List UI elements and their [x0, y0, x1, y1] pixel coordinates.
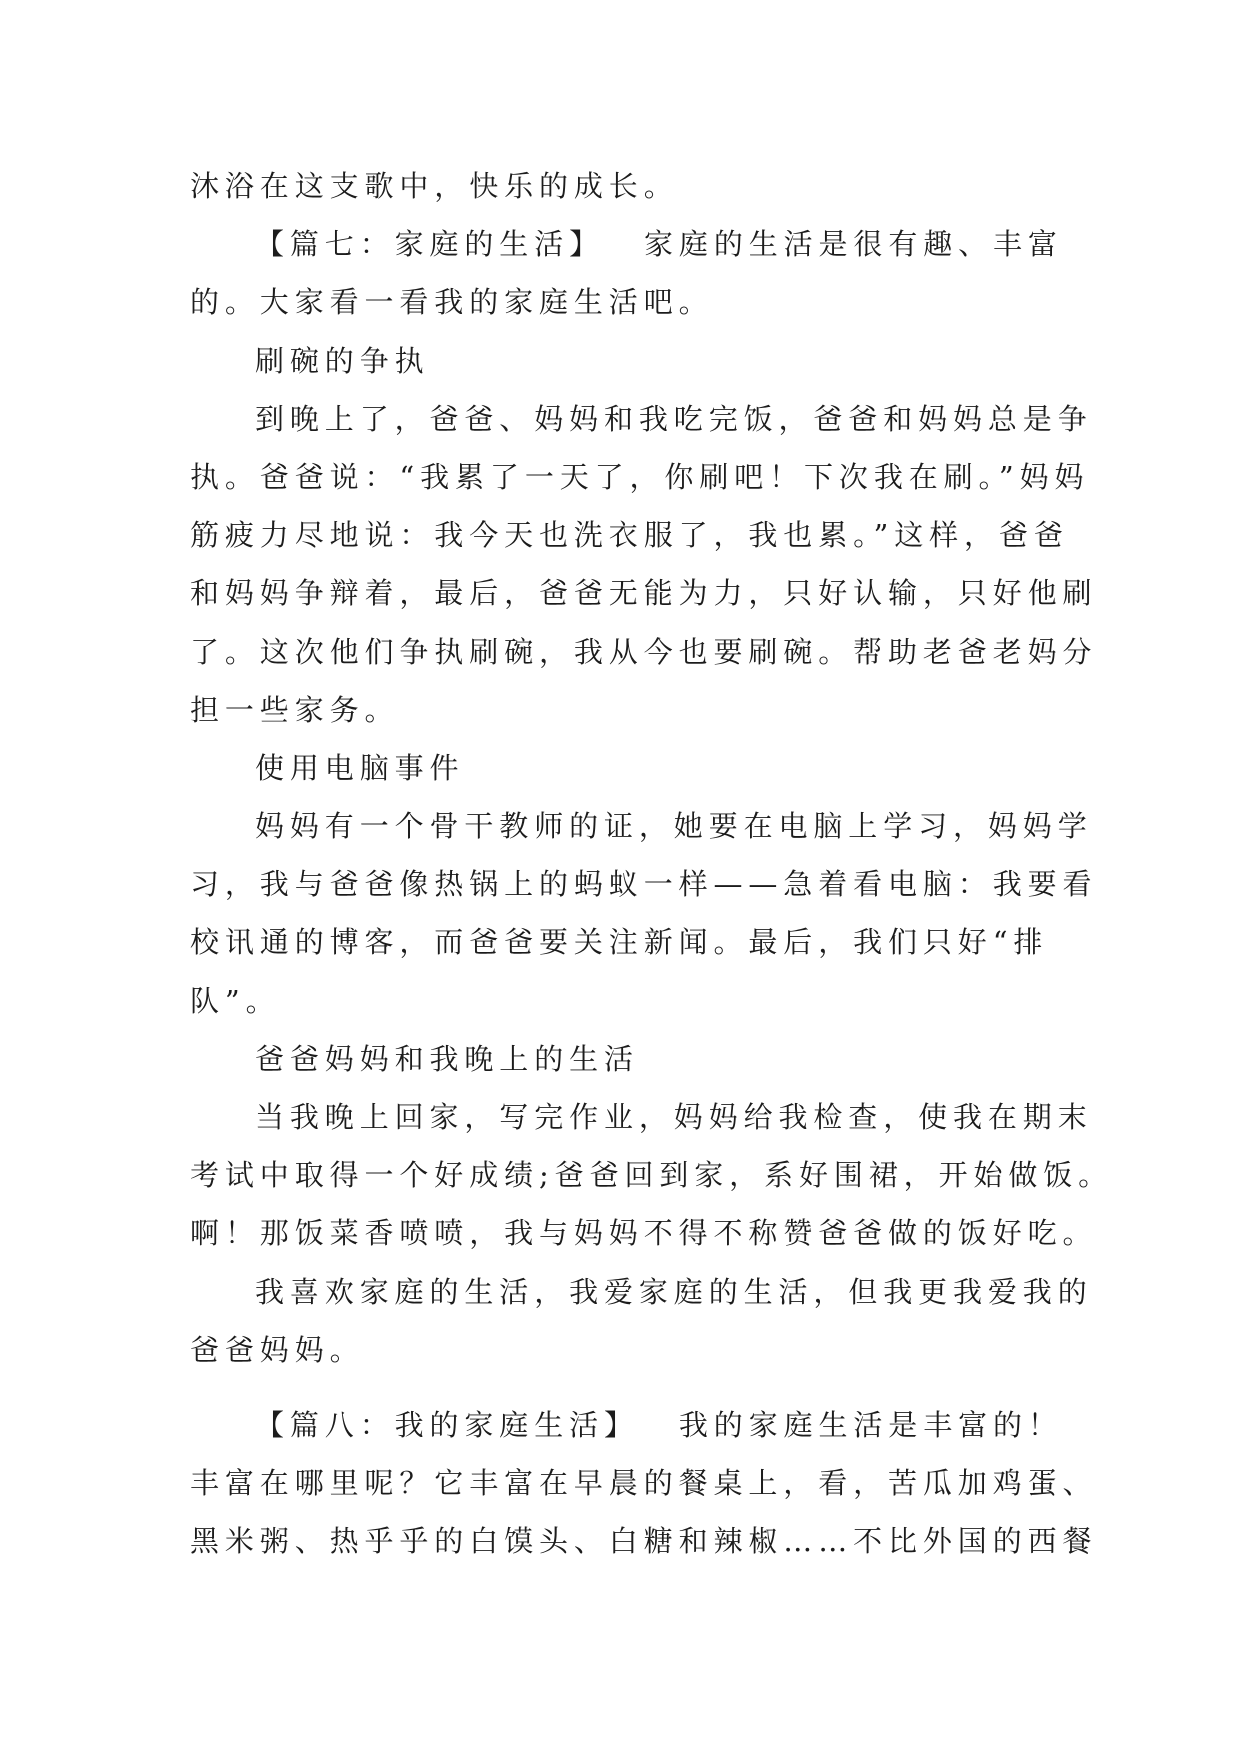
subheading: 使用电脑事件	[255, 750, 465, 785]
text-line: 爸爸妈妈。	[190, 1332, 365, 1367]
subheading: 爸爸妈妈和我晚上的生活	[255, 1041, 639, 1076]
text-line: 我喜欢家庭的生活，我爱家庭的生活，但我更我爱我的	[255, 1274, 1093, 1309]
text-line: 筋疲力尽地说：我今天也洗衣服了，我也累。”这样，爸爸	[190, 518, 1069, 553]
section-intro: 我的家庭生活是丰富的！	[678, 1407, 1063, 1442]
section-heading: 【篇七：家庭的生活】	[255, 227, 605, 262]
article-body	[190, 157, 1114, 1571]
text-line: 了。这次他们争执刷碗，我从今也要刷碗。帮助老爸老妈分	[190, 634, 1098, 669]
section-heading-line	[190, 215, 1063, 273]
text-line: 校讯通的博客，而爸爸要关注新闻。最后，我们只好“排	[190, 925, 1049, 960]
text-line: 执。爸爸说：“我累了一天了，你刷吧！下次我在刷。”妈妈	[190, 459, 1090, 494]
text-line: 考试中取得一个好成绩;爸爸回到家，系好围裙，开始做饭。	[190, 1158, 1114, 1193]
text-line: 队”。	[190, 983, 281, 1018]
text-line: 的。大家看一看我的家庭生活吧。	[190, 285, 714, 320]
text-line: 妈妈有一个骨干教师的证，她要在电脑上学习，妈妈学	[255, 809, 1093, 844]
text-line: 和妈妈争辩着，最后，爸爸无能为力，只好认输，只好他刷	[190, 576, 1098, 611]
text-line: 习，我与爸爸像热锅上的蚂蚁一样——急着看电脑：我要看	[190, 867, 1098, 902]
paragraph-gap	[190, 1379, 1050, 1396]
text-line: 沐浴在这支歌中，快乐的成长。	[190, 169, 679, 203]
section-heading-line	[190, 1396, 1063, 1454]
text-line: 到晚上了，爸爸、妈妈和我吃完饭，爸爸和妈妈总是争	[255, 401, 1093, 436]
section-intro: 家庭的生活是很有趣、丰富	[644, 227, 1063, 262]
subheading: 刷碗的争执	[255, 343, 430, 378]
section-heading: 【篇八：我的家庭生活】	[255, 1407, 639, 1442]
text-line: 黑米粥、热乎乎的白馍头、白糖和辣椒……不比外国的西餐	[190, 1524, 1098, 1559]
text-line: 啊！那饭菜香喷喷，我与妈妈不得不称赞爸爸做的饭好吃。	[190, 1216, 1098, 1251]
text-line: 当我晚上回家，写完作业，妈妈给我检查，使我在期末	[255, 1100, 1093, 1134]
text-line: 担一些家务。	[190, 692, 400, 727]
text-line: 丰富在哪里呢？它丰富在早晨的餐桌上，看，苦瓜加鸡蛋、	[190, 1466, 1098, 1501]
